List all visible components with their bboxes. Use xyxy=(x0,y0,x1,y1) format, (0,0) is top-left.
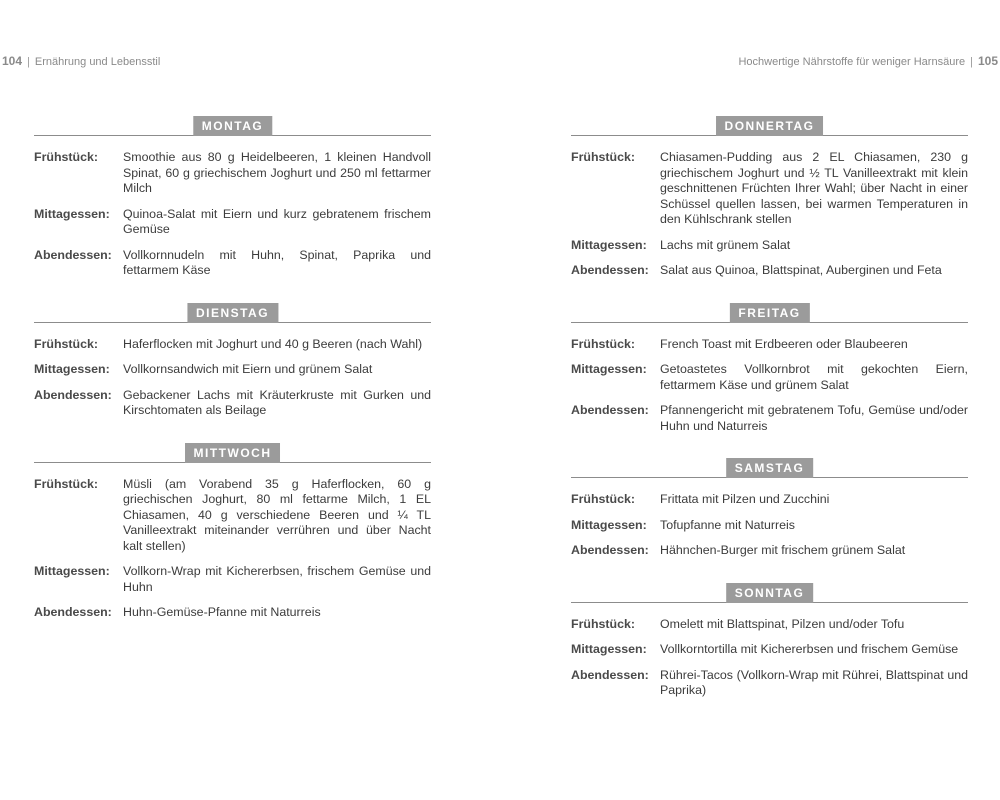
meal-row-dinner xyxy=(571,668,968,699)
meal-text: Quinoa-Salat mit Eiern und kurz gebratenem frischem Gemüse xyxy=(123,206,431,236)
meal-label: Mittagessen: xyxy=(34,564,110,578)
meal-text: Lachs mit grünem Salat xyxy=(660,237,791,252)
meal-text: Rührei-Tacos (Vollkorn-Wrap mit Rührei, Blattspinat und Paprika) xyxy=(660,667,968,697)
day-section-freitag xyxy=(571,301,968,435)
day-heading xyxy=(571,114,968,136)
right-page-number: 105 xyxy=(977,54,998,68)
meal-row-lunch xyxy=(571,518,968,534)
right-running-title: Hochwertige Nährstoffe für weniger Harnsäure xyxy=(738,56,966,68)
meal-row-lunch xyxy=(34,207,431,238)
meal-label: Abendessen: xyxy=(571,403,649,417)
left-page-header: 104 | Ernährung und Lebensstil xyxy=(2,54,161,68)
meal-label: Abendessen: xyxy=(34,605,112,619)
left-running-title: Ernährung und Lebensstil xyxy=(34,56,161,68)
meal-row-breakfast xyxy=(571,492,968,508)
meal-label: Frühstück: xyxy=(571,150,636,164)
meal-text: Frittata mit Pilzen und Zucchini xyxy=(660,492,830,506)
meal-text: Omelett mit Blattspinat, Pilzen und/oder Tofu xyxy=(660,616,905,631)
meal-text: Tofupfanne mit Naturreis xyxy=(660,517,795,532)
day-heading xyxy=(571,456,968,478)
meal-row-dinner xyxy=(34,605,431,621)
meal-label: Abendessen: xyxy=(571,667,649,682)
meal-text: Chiasamen-Pudding aus 2 EL Chiasamen, 230 g griechischem Joghurt und ½ TL Vanilleextrakt mit klein geschnittenen Früchten Ihrer Wahl; über Nacht in einer Schüssel quellen lassen, bei warmen Temperaturen in den Kühlschrank stellen xyxy=(660,150,968,226)
meal-text: Vollkorn-Wrap mit Kichererbsen, frischem Gemüse und Huhn xyxy=(123,564,431,594)
meal-row-dinner xyxy=(34,388,431,419)
meal-label: Mittagessen: xyxy=(571,237,647,252)
meal-label: Frühstück: xyxy=(34,336,99,351)
meal-text: Haferflocken mit Joghurt und 40 g Beeren (nach Wahl) xyxy=(123,336,423,351)
meal-row-dinner xyxy=(571,263,968,279)
meal-text: Huhn-Gemüse-Pfanne mit Naturreis xyxy=(123,605,321,619)
meal-label: Abendessen: xyxy=(571,543,649,557)
left-column xyxy=(34,114,431,643)
meal-row-breakfast xyxy=(34,150,431,197)
day-label: FREITAG xyxy=(729,303,809,323)
day-heading xyxy=(571,581,968,603)
meal-row-lunch xyxy=(34,362,431,378)
day-heading xyxy=(34,441,431,463)
day-heading xyxy=(571,301,968,323)
day-label: SAMSTAG xyxy=(726,458,814,478)
meal-text: Vollkornnudeln mit Huhn, Spinat, Paprika und fettarmem Käse xyxy=(123,247,431,277)
day-label: DONNERTAG xyxy=(716,116,824,136)
day-heading xyxy=(34,301,431,323)
right-column xyxy=(571,114,968,721)
left-page-number: 104 xyxy=(2,54,23,68)
meal-text: Getoastetes Vollkornbrot mit gekochten Eiern, fettarmem Käse und grünem Salat xyxy=(660,362,968,392)
meal-row-dinner xyxy=(571,403,968,434)
meal-text: Hähnchen-Burger mit frischem grünem Salat xyxy=(660,543,906,557)
meal-row-breakfast xyxy=(34,337,431,353)
meal-label: Mittagessen: xyxy=(571,517,647,532)
meal-text: Pfannengericht mit gebratenem Tofu, Gemüse und/oder Huhn und Naturreis xyxy=(660,403,968,433)
meal-label: Frühstück: xyxy=(571,336,636,351)
meal-row-dinner xyxy=(571,543,968,559)
meal-text: Gebackener Lachs mit Kräuterkruste mit Gurken und Kirschtomaten als Beilage xyxy=(123,387,431,417)
meal-text: Vollkorntortilla mit Kichererbsen und frischem Gemüse xyxy=(660,642,959,656)
meal-label: Frühstück: xyxy=(571,616,636,631)
meal-row-breakfast xyxy=(571,337,968,353)
meal-label: Frühstück: xyxy=(34,476,99,491)
meal-row-dinner xyxy=(34,248,431,279)
meal-row-lunch xyxy=(571,362,968,393)
meal-row-breakfast xyxy=(571,150,968,228)
day-heading xyxy=(34,114,431,136)
day-label: MITTWOCH xyxy=(185,443,281,463)
day-section-montag xyxy=(34,114,431,279)
meal-text: Salat aus Quinoa, Blattspinat, Auberginen und Feta xyxy=(660,263,942,277)
day-section-samstag xyxy=(571,456,968,559)
day-label: SONNTAG xyxy=(726,583,814,603)
meal-row-breakfast xyxy=(34,477,431,555)
meal-row-lunch xyxy=(571,238,968,254)
meal-text: Smoothie aus 80 g Heidelbeeren, 1 kleinen Handvoll Spinat, 60 g griechischem Joghurt und 250 ml fettarmer Milch xyxy=(123,150,431,195)
day-label: DIENSTAG xyxy=(187,303,278,323)
meal-label: Abendessen: xyxy=(571,263,649,277)
day-section-mittwoch xyxy=(34,441,431,621)
meal-text: French Toast mit Erdbeeren oder Blaubeeren xyxy=(660,336,908,351)
meal-label: Frühstück: xyxy=(571,492,636,506)
meal-label: Mittagessen: xyxy=(34,362,110,376)
day-section-dienstag xyxy=(34,301,431,419)
meal-label: Abendessen: xyxy=(34,387,112,402)
day-section-sonntag xyxy=(571,581,968,699)
meal-row-breakfast xyxy=(571,617,968,633)
right-page-header: Hochwertige Nährstoffe für weniger Harnsäure | 105 xyxy=(738,54,998,68)
meal-label: Mittagessen: xyxy=(571,642,647,656)
meal-row-lunch xyxy=(34,564,431,595)
meal-text: Vollkornsandwich mit Eiern und grünem Salat xyxy=(123,362,373,376)
meal-row-lunch xyxy=(571,642,968,658)
meal-label: Frühstück: xyxy=(34,150,99,164)
day-section-donnertag xyxy=(571,114,968,279)
meal-label: Abendessen: xyxy=(34,247,112,262)
meal-text: Müsli (am Vorabend 35 g Haferflocken, 60 g griechischen Joghurt, 80 ml fettarme Milch, 1 EL Chiasamen, 40 g verschiedene Beeren und ¼ TL Vanilleextrakt miteinander verrühren und über Nacht kalt stellen) xyxy=(123,476,431,553)
meal-label: Mittagessen: xyxy=(34,206,110,221)
day-label: MONTAG xyxy=(193,116,272,136)
meal-label: Mittagessen: xyxy=(571,362,647,376)
